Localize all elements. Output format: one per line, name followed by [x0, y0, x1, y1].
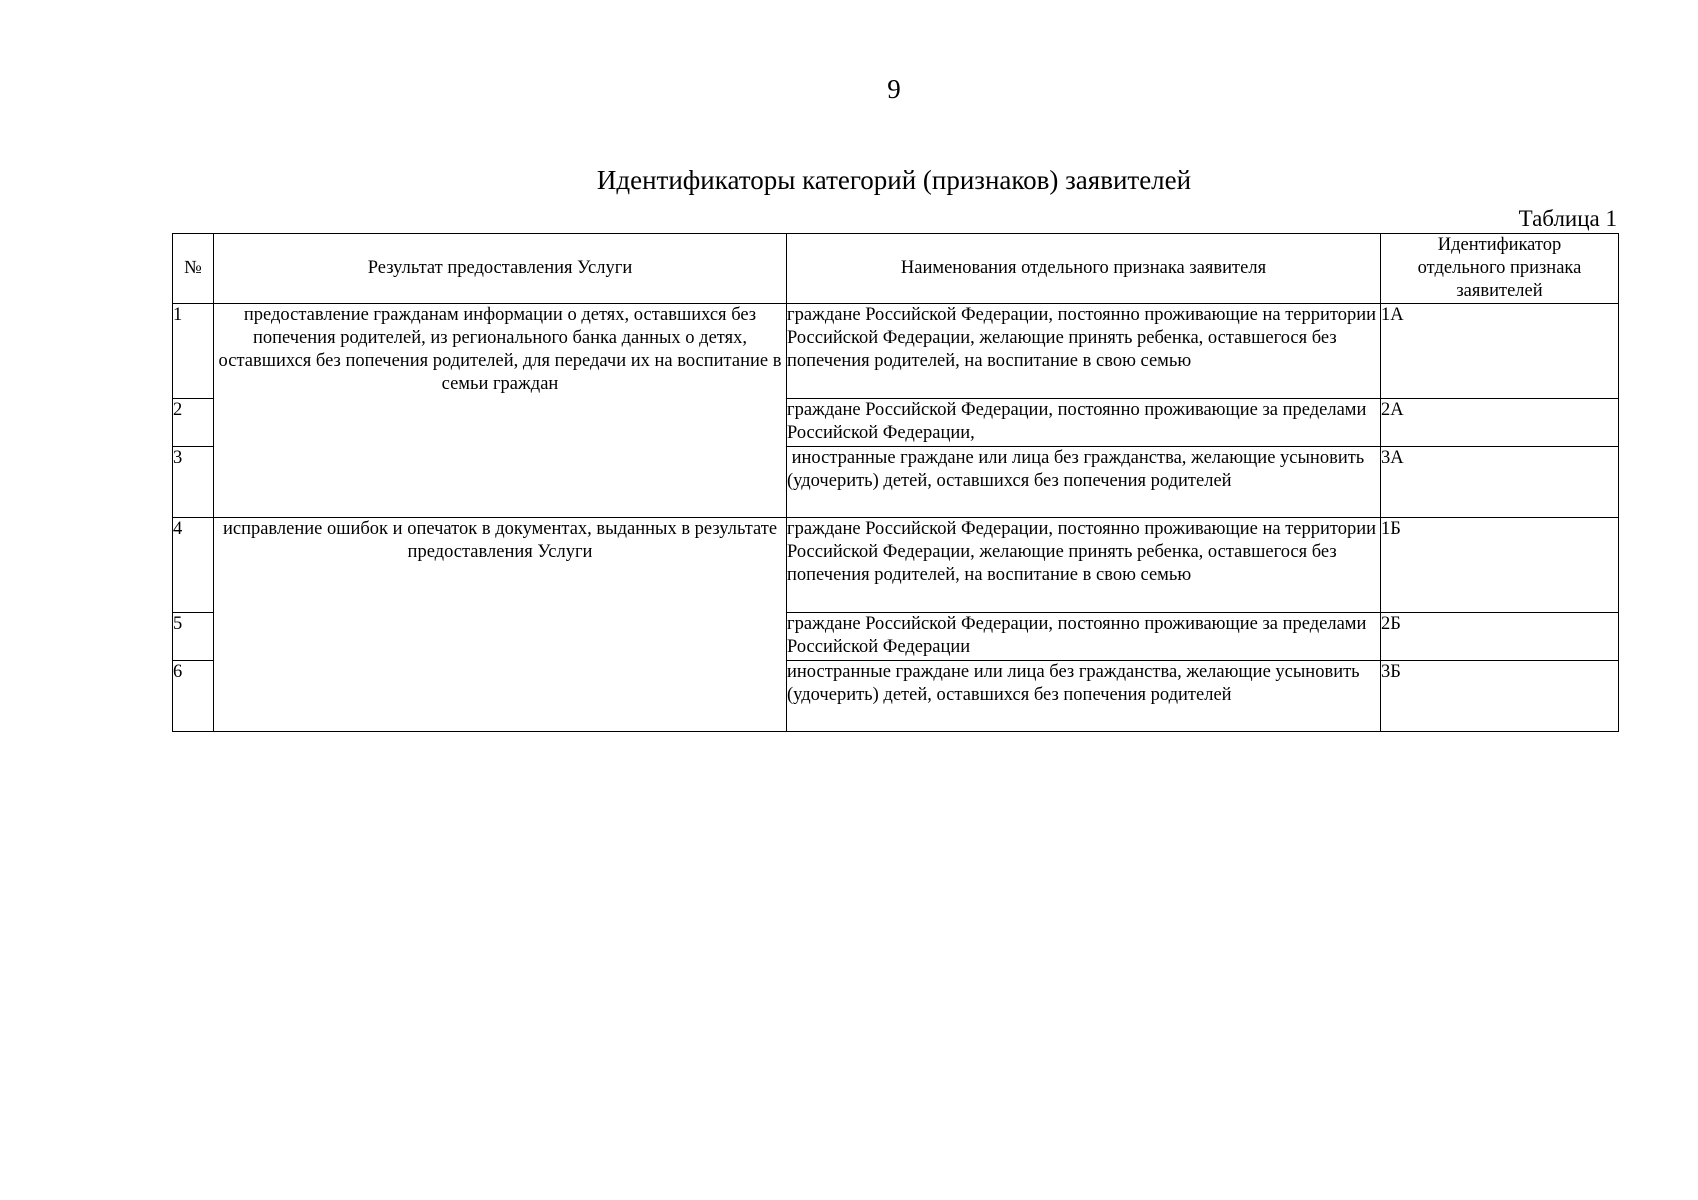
identifier-cell: 2Б — [1381, 613, 1619, 661]
page-title: Идентификаторы категорий (признаков) заявителей — [596, 165, 1192, 195]
header-identifier: Идентификатор отдельного признака заявителей — [1381, 234, 1619, 304]
applicant-feature-cell: граждане Российской Федерации, постоянно проживающие за пределами Российской Федерации — [787, 613, 1381, 661]
identifier-cell: 3А — [1381, 447, 1619, 518]
header-num: № — [173, 234, 214, 304]
applicant-feature-cell: граждане Российской Федерации, постоянно проживающие за пределами Российской Федерации, — [787, 399, 1381, 447]
result-cell: предоставление гражданам информации о детях, оставшихся без попечения родителей, из регионального банка данных о детях, оставшихся без попечения родителей, для передачи их на воспитание в семьи граждан — [214, 304, 787, 518]
applicant-feature-cell: граждане Российской Федерации, постоянно проживающие на территории Российской Федерации, желающие принять ребенка, оставшегося без попечения родителей, на воспитание в свою семью — [787, 304, 1381, 399]
header-result: Результат предоставления Услуги — [214, 234, 787, 304]
identifier-cell: 1Б — [1381, 518, 1619, 613]
identifier-cell: 2А — [1381, 399, 1619, 447]
row-number: 5 — [173, 613, 214, 661]
header-name: Наименования отдельного признака заявителя — [787, 234, 1381, 304]
result-cell: исправление ошибок и опечаток в документах, выданных в результате предоставления Услуги — [214, 518, 787, 732]
applicant-feature-cell: граждане Российской Федерации, постоянно проживающие на территории Российской Федерации, желающие принять ребенка, оставшегося без попечения родителей, на воспитание в свою семью — [787, 518, 1381, 613]
identifier-cell: 1А — [1381, 304, 1619, 399]
row-number: 4 — [173, 518, 214, 613]
row-number: 6 — [173, 661, 214, 732]
identifier-cell: 3Б — [1381, 661, 1619, 732]
table-header-row — [173, 234, 1619, 304]
applicant-feature-cell: иностранные граждане или лица без гражданства, желающие усыновить (удочерить) детей, оставшихся без попечения родителей — [787, 447, 1381, 518]
table-caption: Таблица 1 — [1518, 206, 1617, 231]
applicant-feature-cell: иностранные граждане или лица без гражданства, желающие усыновить (удочерить) детей, оставшихся без попечения родителей — [787, 661, 1381, 732]
table-row — [173, 518, 1619, 613]
row-number: 1 — [173, 304, 214, 399]
table-row — [173, 304, 1619, 399]
row-number: 2 — [173, 399, 214, 447]
applicant-categories-table — [172, 233, 1619, 732]
row-number: 3 — [173, 447, 214, 518]
page-number: 9 — [887, 74, 901, 104]
